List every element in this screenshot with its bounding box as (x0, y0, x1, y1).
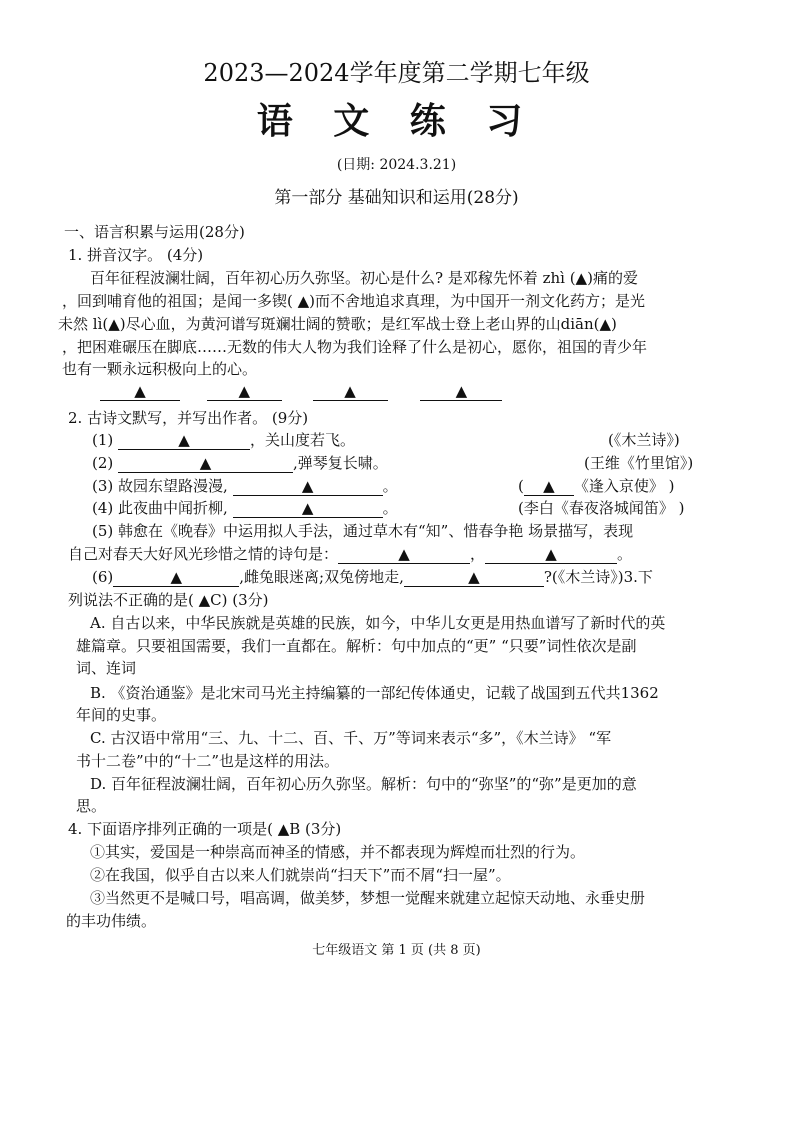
q2-item-5-line-2: 自己对春天大好风光珍惜之情的诗句是： ▲ ， ▲ 。 (68, 545, 633, 563)
answer-blank[interactable]: ▲ (485, 546, 617, 564)
q1-prompt: 1. 拼音汉字。 (4分) (68, 246, 204, 264)
answer-blank[interactable]: ▲ (420, 382, 502, 401)
q3-option-b-1: B. 《资治通鉴》是北宋司马光主持编纂的一部纪传体通史，记载了战国到五代共1362 (90, 684, 659, 702)
q3-prompt: 列说法不正确的是( ▲C) (3分) (68, 591, 269, 609)
subject-title: 语 文 练 习 (256, 100, 537, 142)
part-heading: 第一部分 基础知识和运用(28分) (274, 188, 519, 208)
q1-line-1: 百年征程波澜壮阔，百年初心历久弥坚。初心是什么? 是邓稼先怀着 zhì (▲)痛的爱 (90, 269, 638, 287)
q3-option-a-1: A. 自古以来，中华民族就是英雄的民族，如今，中华儿女更是用热血谱写了新时代的英 (90, 614, 666, 632)
q4-sentence-2: ②在我国，似乎自古以来人们就崇尚“扫天下”而不屑“扫一屋”。 (90, 866, 511, 884)
answer-blank[interactable]: ▲ (100, 382, 180, 401)
q1-line-3: 未然 lì(▲)尽心血，为黄河谱写斑斓壮阔的赞歌；是红军战士登上老山界的山diān(▲) (58, 315, 617, 333)
q3-option-c-2: 书十二卷”中的“十二”也是这样的用法。 (76, 752, 340, 770)
q2-item-4: (4) 此夜曲中闻折柳, ▲ 。 (92, 499, 398, 517)
q2-item-4-source: (李白《春夜洛城闻笛》 ) (518, 499, 685, 517)
q2-item-3-source: ( ▲ 《逢入京使》 ) (518, 477, 675, 495)
q4-sentence-1: ①其实，爱国是一种崇高而神圣的情感，并不都表现为辉煌而壮烈的行为。 (90, 843, 586, 861)
q2-item-5-line-1: (5) 韩愈在《晚春》中运用拟人手法，通过草木有“知”、惜春争艳 场景描写，表现 (92, 522, 634, 540)
q3-option-c-1: C. 古汉语中常用“三、九、十二、百、千、万”等词来表示“多”，《木兰诗》 “军 (90, 729, 612, 747)
q1-line-4: ，把困难碾压在脚底……无数的伟大人物为我们诠释了什么是初心，愿你，祖国的青少年 (62, 338, 648, 356)
answer-blank[interactable]: ▲ (313, 382, 388, 401)
answer-blank[interactable]: ▲ (207, 382, 282, 401)
q3-option-a-3: 词、连词 (76, 659, 137, 677)
q2-item-2-source: (王维《竹里馆》) (584, 454, 694, 472)
q4-sentence-3-cont: 的丰功伟绩。 (66, 912, 157, 930)
q4-sentence-3: ③当然更不是喊口号，唱高调，做美梦，梦想一觉醒来就建立起惊天动地、永垂史册 (90, 889, 646, 907)
answer-blank[interactable]: ▲ (233, 478, 383, 496)
section-heading: 一、语言积累与运用(28分) (64, 223, 245, 241)
q3-option-d-1: D. 百年征程波澜壮阔，百年初心历久弥坚。解析：句中的“弥坚”的“弥”是更加的意 (90, 775, 637, 793)
answer-blank[interactable]: ▲ (524, 478, 574, 496)
answer-blank[interactable]: ▲ (233, 500, 383, 518)
q1-answer-blanks (100, 381, 502, 401)
answer-blank[interactable]: ▲ (118, 432, 250, 450)
answer-blank[interactable]: ▲ (118, 455, 293, 473)
answer-blank[interactable]: ▲ (113, 569, 239, 587)
answer-blank[interactable]: ▲ (404, 569, 544, 587)
answer-blank[interactable]: ▲ (338, 546, 470, 564)
exam-date: (日期: 2024.3.21) (336, 157, 457, 173)
q2-item-6: (6) ▲ ,雌兔眼迷离;双兔傍地走, ▲ ?(《木兰诗》)3.下 (92, 568, 653, 586)
q3-option-d-2: 思。 (76, 797, 107, 815)
q4-prompt: 4. 下面语序排列正确的一项是( ▲B (3分) (68, 820, 342, 838)
q3-option-a-2: 雄篇章。只要祖国需要，我们一直都在。解析：句中加点的“更” “只要”词性依次是副 (76, 637, 637, 655)
q1-line-5: 也有一颗永远积极向上的心。 (62, 360, 258, 378)
q2-item-1-source: (《木兰诗》) (608, 431, 680, 449)
q2-prompt: 2. 古诗文默写，并写出作者。 (9分) (68, 409, 309, 427)
q2-item-3: (3) 故园东望路漫漫, ▲ 。 (92, 477, 398, 495)
q3-option-b-2: 年间的史事。 (76, 706, 167, 724)
q2-item-1: (1) ▲ ，关山度若飞。 (92, 431, 356, 449)
q2-item-2: (2) ▲ ,弹琴复长啸。 (92, 454, 388, 472)
q1-line-2: ，回到哺育他的祖国；是闻一多锲( ▲)而不舍地追求真理，为中国开一剂文化药方；是光 (62, 292, 646, 310)
page-footer: 七年级语文 第 1 页 (共 8 页) (312, 943, 481, 958)
exam-title: 2023—2024学年度第二学期七年级 (203, 59, 590, 87)
